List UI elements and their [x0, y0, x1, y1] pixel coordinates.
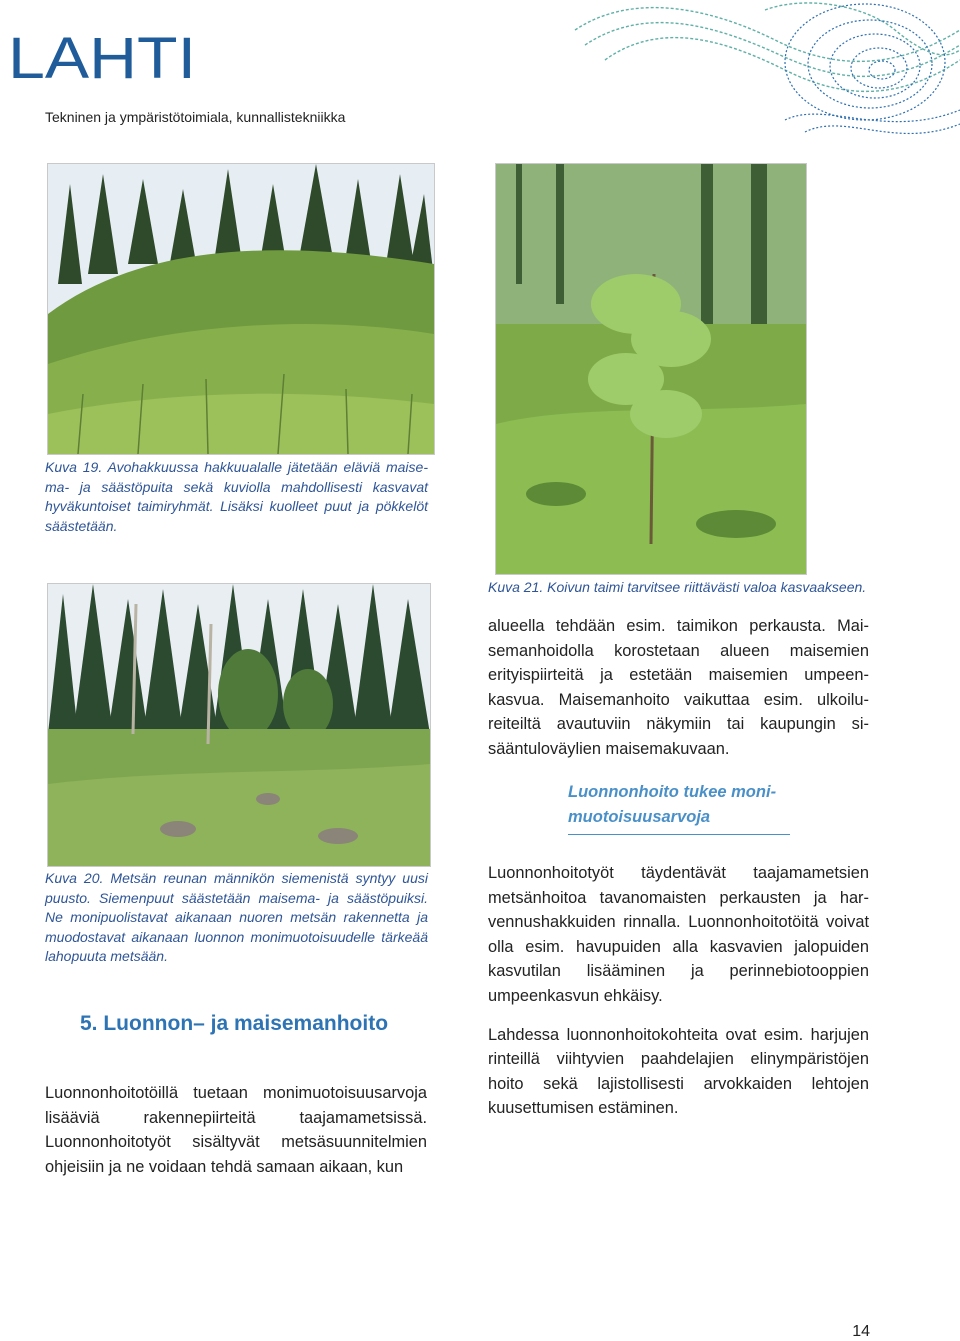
photo-birch-sapling: [495, 163, 807, 575]
caption-figure-21: Kuva 21. Koivun taimi tarvitsee riittävästi valoa kasvaakseen.: [488, 579, 867, 595]
caption-figure-19: Kuva 19. Avohakkuussa hakkuualalle jätetään eläviä maisema- ja säästöpuita sekä kuviolla mahdollisesti kasvavat hyväkuntoiset taimiryhmät. Lisäksi kuolleet puut ja pökkelöt säästetään.: [45, 459, 428, 534]
paragraph: alueella tehdään esim. taimikon perkausta. Maisemanhoidolla korostetaan alueen maisemien erityispiirteitä ja estetään maisemien umpeenkasvua. Maisemanhoito vaikuttaa esim. ulkoilureiteiltä avautuviin näkymiin tai kaupungin sisääntuloväylien maisemakuvaan.: [488, 617, 869, 758]
section-heading: 5. Luonnon– ja maisemanhoito: [80, 1012, 389, 1035]
topographic-decoration-icon: [565, 0, 960, 140]
logo-text: LAHTI: [8, 30, 196, 82]
pull-quote: Luonnonhoito tukee monimuotoisuusarvoja: [568, 780, 790, 835]
paragraph: Luonnonhoitotöillä tuetaan monimuotoisuusarvoja lisääviä rakennepiirteitä taajamametsissä. Luonnonhoitotyöt sisältyvät metsäsuunnitelmien ohjeisiin ja ne voidaan tehdä samaan aikaan, kun: [45, 1084, 427, 1176]
right-column-text-top: [488, 614, 869, 776]
paragraph: Lahdessa luonnonhoitokohteita ovat esim. harjujen rinteillä viihtyvien paahdelajien elinympäristöjen hoito sekä lajistollisesti arvokkaiden lehtojen kuusettumisen estäminen.: [488, 1025, 869, 1118]
photo-forest-edge: [47, 583, 431, 867]
page-number: 14: [852, 1323, 870, 1340]
department-name: Tekninen ja ympäristötoimiala, kunnallistekniikka: [45, 109, 346, 125]
lahti-logo: [8, 30, 198, 82]
photo-clearcut-hill: [47, 163, 435, 455]
right-column-text-bottom: [488, 861, 869, 1135]
paragraph: Luonnonhoitotyöt täydentävät taajamametsien metsänhoitoa tavanomaisten perkausten ja harvennushakkuiden rinnalla. Luonnonhoitotöitä voivat olla esim. havupuiden alla kasvavien jalopuiden kasvutilan lisääminen ja perinnebiotooppien umpeenkasvun ehkäisy.: [488, 864, 869, 1005]
caption-figure-20: Kuva 20. Metsän reunan männikön siemenistä syntyy uusi puusto. Siemenpuut säästetään maisema- ja säästöpuiksi. Ne monipuolistavat aikanaan nuoren metsän rakennetta ja muodostavat aikanaan luonnon monimuotoisuudelle tärkeää lahopuuta metsään.: [45, 870, 428, 964]
left-column-text: [45, 1081, 427, 1193]
